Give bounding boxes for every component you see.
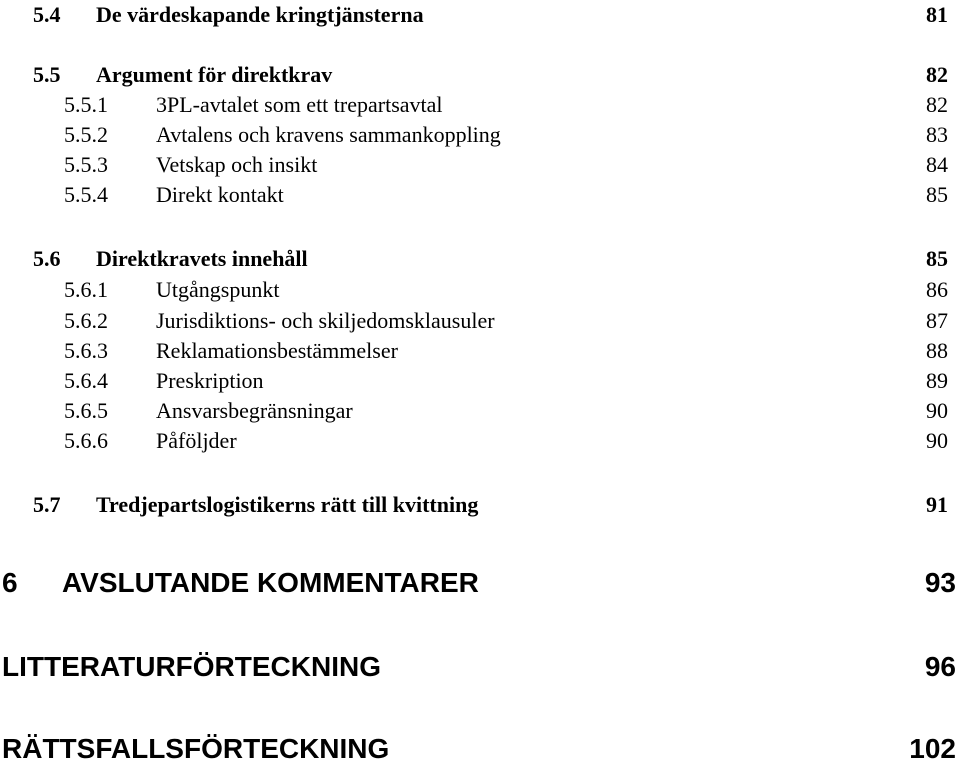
section-number: 5.4 [33, 2, 61, 27]
section-title: Tredjepartslogistikerns rätt till kvittning [96, 492, 479, 517]
section-number: 5.5.2 [64, 122, 108, 147]
section-number: 5.5.3 [64, 152, 108, 177]
section-title: Direkt kontakt [156, 182, 284, 207]
section-title: Reklamationsbestämmelser [156, 338, 398, 363]
page-number: 93 [924, 567, 956, 598]
chapter-title: RÄTTSFALLSFÖRTECKNING [2, 733, 390, 764]
section-title: Avtalens och kravens sammankoppling [156, 122, 501, 147]
section-number: 5.5.1 [64, 92, 108, 117]
section-number: 5.6.4 [64, 368, 108, 393]
section-number: 5.6.6 [64, 428, 108, 453]
chapter-title: LITTERATURFÖRTECKNING [2, 651, 381, 682]
section-number: 5.6.2 [64, 308, 108, 333]
section-number: 5.6 [33, 246, 61, 271]
chapter-title: AVSLUTANDE KOMMENTARER [62, 567, 479, 598]
section-number: 5.5 [33, 62, 61, 87]
page-number: 83 [926, 122, 948, 147]
page-number: 85 [926, 246, 948, 271]
page-number: 102 [909, 733, 956, 764]
section-title: Utgångspunkt [156, 277, 280, 302]
section-title: Jurisdiktions- och skiljedomsklausuler [156, 308, 495, 333]
page-number: 91 [926, 492, 948, 517]
page-number: 89 [926, 368, 948, 393]
section-title: Vetskap och insikt [156, 152, 318, 177]
section-title: 3PL-avtalet som ett trepartsavtal [156, 92, 443, 117]
section-number: 5.6.5 [64, 398, 108, 423]
page-number: 81 [926, 2, 948, 27]
page-number: 84 [926, 152, 948, 177]
page-number: 88 [926, 338, 948, 363]
section-title: Påföljder [156, 428, 237, 453]
page-number: 90 [926, 428, 948, 453]
section-title: Ansvarsbegränsningar [156, 398, 353, 423]
section-title: De värdeskapande kringtjänsterna [96, 2, 424, 27]
section-title: Preskription [156, 368, 264, 393]
chapter-number: 6 [2, 567, 18, 598]
section-number: 5.6.1 [64, 277, 108, 302]
page-number: 87 [926, 308, 948, 333]
page-number: 82 [926, 62, 948, 87]
section-number: 5.6.3 [64, 338, 108, 363]
section-title: Argument för direktkrav [96, 62, 333, 87]
page-number: 86 [926, 277, 948, 302]
section-title: Direktkravets innehåll [96, 246, 308, 271]
section-number: 5.7 [33, 492, 61, 517]
section-number: 5.5.4 [64, 182, 108, 207]
page-number: 90 [926, 398, 948, 423]
page-number: 85 [926, 182, 948, 207]
page-number: 82 [926, 92, 948, 117]
page-number: 96 [924, 651, 956, 682]
